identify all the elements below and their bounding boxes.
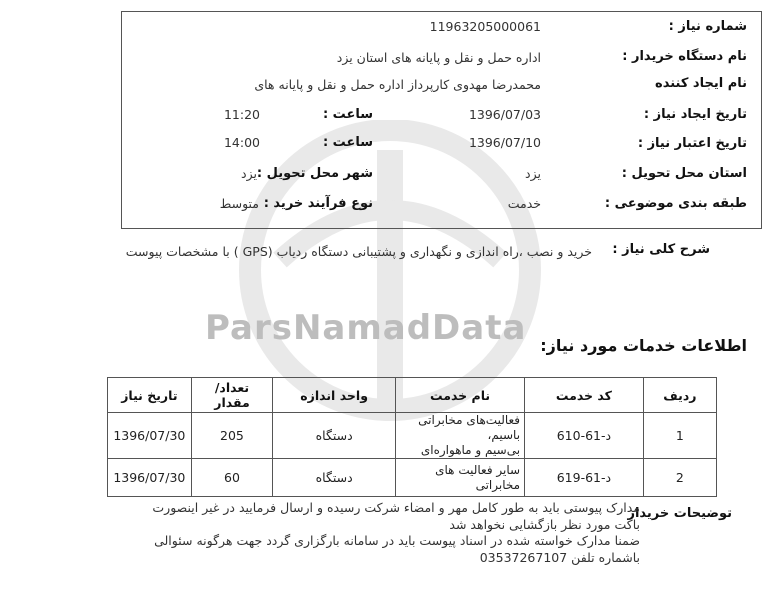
buyer-org-value: اداره حمل و نقل و پایانه های استان یزد [336, 50, 541, 65]
validity-date-value: 1396/07/10 [468, 135, 541, 150]
create-date-label: تاریخ ایجاد نیاز : [643, 107, 747, 122]
col-name-header: نام خدمت [396, 378, 525, 413]
service-code: د-61-619 [525, 459, 644, 497]
service-code: د-61-610 [525, 413, 644, 459]
province-value: یزد [525, 166, 541, 181]
table-row [108, 413, 717, 459]
service-name-line: فعالیت‌های مخابراتی باسیم، [418, 413, 521, 442]
buyer-note-line: باکت مورد نظر بازگشایی نخواهد شد [449, 516, 640, 532]
summary-value: خرید و نصب ،راه اندازی و نگهداری و پشتیبانی دستگاه ردیاب (GPS ) با مشخصات پیوست [125, 244, 592, 259]
create-time-label: ساعت : [322, 107, 373, 122]
need-info-box [121, 11, 762, 229]
city-value: یزد [241, 166, 257, 181]
col-row-header: ردیف [643, 378, 716, 413]
validity-date-label: تاریخ اعتبار نیاز : [637, 136, 747, 151]
service-qty: 60 [191, 459, 273, 497]
create-time-value: 11:20 [223, 107, 260, 122]
service-date: 1396/07/30 [108, 413, 192, 459]
table-row [108, 459, 717, 497]
row-number: 2 [643, 459, 716, 497]
col-code-header: کد خدمت [525, 378, 644, 413]
category-label: طبقه بندی موضوعی : [604, 196, 747, 211]
service-unit: دستگاه [273, 459, 396, 497]
buyer-note-line: ضمنا مدارک خواسته شده در اسناد پیوست باید در سامانه بارگزاری گردد جهت هرگونه سئوالی [154, 533, 640, 548]
service-name-line: سایر فعالیت های مخابراتی [435, 462, 521, 492]
service-date: 1396/07/30 [108, 459, 192, 497]
process-label: نوع فرآیند خرید : [263, 196, 373, 211]
buyer-org-label: نام دستگاه خریدار : [622, 49, 747, 64]
create-date-value: 1396/07/03 [468, 107, 541, 122]
buyer-note-line: باشماره تلفن 03537267107 [479, 549, 640, 565]
col-date-header: تاریخ نیاز [108, 378, 192, 413]
process-value: متوسط [219, 196, 259, 211]
watermark-brand: ParsNamadData [205, 308, 527, 348]
services-title: اطلاعات خدمات مورد نیاز: [540, 336, 747, 355]
col-qty-header: تعداد/ مقدار [191, 378, 273, 413]
buyer-note-line: مدارک پیوستی باید به طور کامل مهر و امضاء شرکت رسیده و ارسال فرمایید در غیر اینصورت [152, 500, 640, 515]
services-table [107, 377, 717, 497]
need-number-label: شماره نیاز : [668, 19, 747, 34]
service-name [396, 459, 525, 497]
validity-time-label: ساعت : [322, 135, 373, 150]
service-qty: 205 [191, 413, 273, 459]
category-value: خدمت [507, 196, 541, 211]
need-number-value: 11963205000061 [429, 19, 541, 34]
col-unit-header: واحد اندازه [273, 378, 396, 413]
service-name-line: بی‌سیم و ماهواره‌ای [420, 443, 521, 457]
service-name [396, 413, 525, 459]
creator-value: محمدرضا مهدوی کارپرداز اداره حمل و نقل و پایانه های [254, 77, 541, 92]
buyer-notes-label: توضیحات خریدار [627, 506, 732, 521]
row-number: 1 [643, 413, 716, 459]
buyer-notes [120, 500, 640, 566]
province-label: استان محل تحویل : [621, 166, 747, 181]
validity-time-value: 14:00 [223, 135, 260, 150]
services-header-row [108, 378, 717, 413]
service-unit: دستگاه [273, 413, 396, 459]
city-label: شهر محل تحویل : [256, 166, 373, 181]
summary-label: شرح کلی نیاز : [612, 242, 710, 257]
creator-label: نام ایجاد کننده [655, 76, 747, 91]
